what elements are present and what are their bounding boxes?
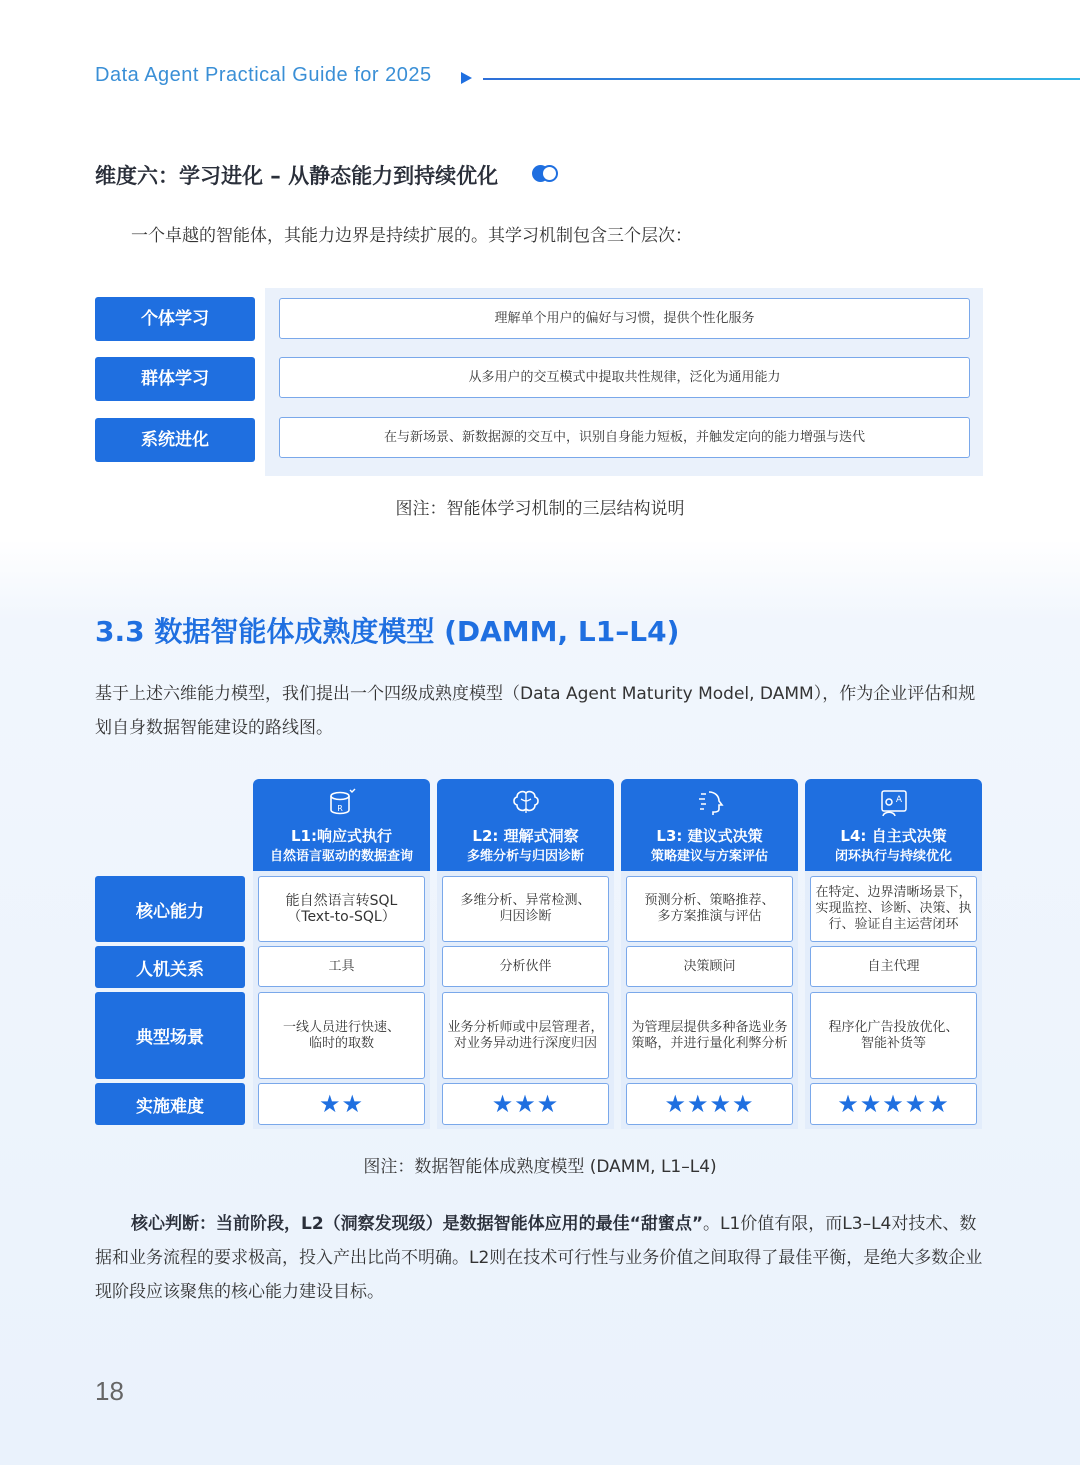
dimension-heading: 维度六：学习进化 – 从静态能力到持续优化 (95, 164, 499, 188)
cell-relation-l3: 决策顾问 (626, 946, 793, 987)
cell-core-l3: 预测分析、策略推荐、多方案推演与评估 (626, 876, 793, 942)
row-label-difficulty: 实施难度 (95, 1083, 245, 1125)
cell-scenario-l3: 为管理层提供多种备选业务策略，并进行量化利弊分析 (626, 992, 793, 1079)
play-arrow-icon (461, 72, 472, 84)
header-rule (483, 78, 1080, 80)
cell-core-l1: 能自然语言转SQL（Text-to-SQL） (258, 876, 425, 942)
judgement-rest: 。L1价值有限，而L3–L4对技术、数据和业务流程的要求极高，投入产出比尚不明确。L2则在技术可行性与业务价值之间取得了最佳平衡，是绝大多数企业现阶段应该聚焦的核心能力建设目标。 (95, 1214, 983, 1302)
learning-desc-group: 从多用户的交互模式中提取共性规律，泛化为通用能力 (279, 357, 970, 398)
head-ideas-icon (695, 788, 725, 818)
level-title-l1: L1:响应式执行 (291, 827, 392, 845)
star-rating-l1: ★★ (258, 1083, 425, 1125)
star-rating-l3: ★★★★ (626, 1083, 793, 1125)
learning-label-group: 群体学习 (95, 357, 255, 401)
person-a-icon (879, 788, 909, 818)
running-header (95, 64, 1080, 94)
level-subtitle-l2: 多维分析与归因诊断 (466, 849, 584, 864)
cell-relation-l4: 自主代理 (810, 946, 977, 987)
cell-relation-l1: 工具 (258, 946, 425, 987)
level-subtitle-l3: 策略建议与方案评估 (650, 849, 768, 864)
learning-desc-system: 在与新场景、新数据源的交互中，识别自身能力短板，并触发定向的能力增强与迭代 (279, 417, 970, 458)
row-label-scenario: 典型场景 (95, 992, 245, 1079)
judgement-lead: 核心判断：当前阶段，L2（洞察发现级）是数据智能体应用的最佳“甜蜜点” (131, 1214, 704, 1234)
level-header-l2 (437, 779, 614, 871)
learning-label-individual: 个体学习 (95, 297, 255, 341)
cell-scenario-l2: 业务分析师或中层管理者，对业务异动进行深度归因 (442, 992, 609, 1079)
section-intro: 基于上述六维能力模型，我们提出一个四级成熟度模型（Data Agent Maturity Model, DAMM），作为企业评估和规划自身数据智能建设的路线图。 (95, 684, 976, 738)
running-title: Data Agent Practical Guide for 2025 (95, 64, 432, 86)
level-subtitle-l1: 自然语言驱动的数据查询 (269, 849, 413, 864)
database-r-icon (327, 788, 357, 818)
level-header-l1 (253, 779, 430, 871)
learning-caption: 图注：智能体学习机制的三层结构说明 (395, 499, 685, 519)
level-title-l4: L4: 自主式决策 (840, 827, 947, 845)
star-rating-l4: ★★★★★ (810, 1083, 977, 1125)
level-title-l3: L3: 建议式决策 (656, 827, 763, 845)
brain-icon (511, 788, 541, 818)
cell-core-l2: 多维分析、异常检测、归因诊断 (442, 876, 609, 942)
learning-label-system: 系统进化 (95, 418, 255, 462)
cell-scenario-l4: 程序化广告投放优化、智能补货等 (810, 992, 977, 1079)
page-number: 18 (95, 1376, 124, 1406)
judgement-paragraph (95, 1207, 990, 1309)
cell-relation-l2: 分析伙伴 (442, 946, 609, 987)
svg-text:R: R (337, 804, 343, 813)
learning-desc-individual: 理解单个用户的偏好与习惯，提供个性化服务 (279, 298, 970, 339)
level-header-l4 (805, 779, 982, 871)
cell-core-l4: 在特定、边界清晰场景下，实现监控、诊断、决策、执行、验证自主运营闭环 (810, 876, 977, 942)
section-title: 3.3 数据智能体成熟度模型 (DAMM, L1–L4) (95, 615, 680, 648)
star-rating-l2: ★★★ (442, 1083, 609, 1125)
svg-text:A: A (895, 795, 903, 805)
damm-caption: 图注：数据智能体成熟度模型 (DAMM, L1–L4) (363, 1157, 717, 1177)
toggle-icon (532, 165, 560, 182)
level-subtitle-l4: 闭环执行与持续优化 (834, 849, 952, 864)
row-label-relation: 人机关系 (95, 946, 245, 988)
level-header-l3 (621, 779, 798, 871)
dimension-intro: 一个卓越的智能体，其能力边界是持续扩展的。其学习机制包含三个层次： (131, 226, 692, 246)
row-label-core: 核心能力 (95, 876, 245, 942)
level-title-l2: L2: 理解式洞察 (472, 827, 579, 845)
cell-scenario-l1: 一线人员进行快速、临时的取数 (258, 992, 425, 1079)
